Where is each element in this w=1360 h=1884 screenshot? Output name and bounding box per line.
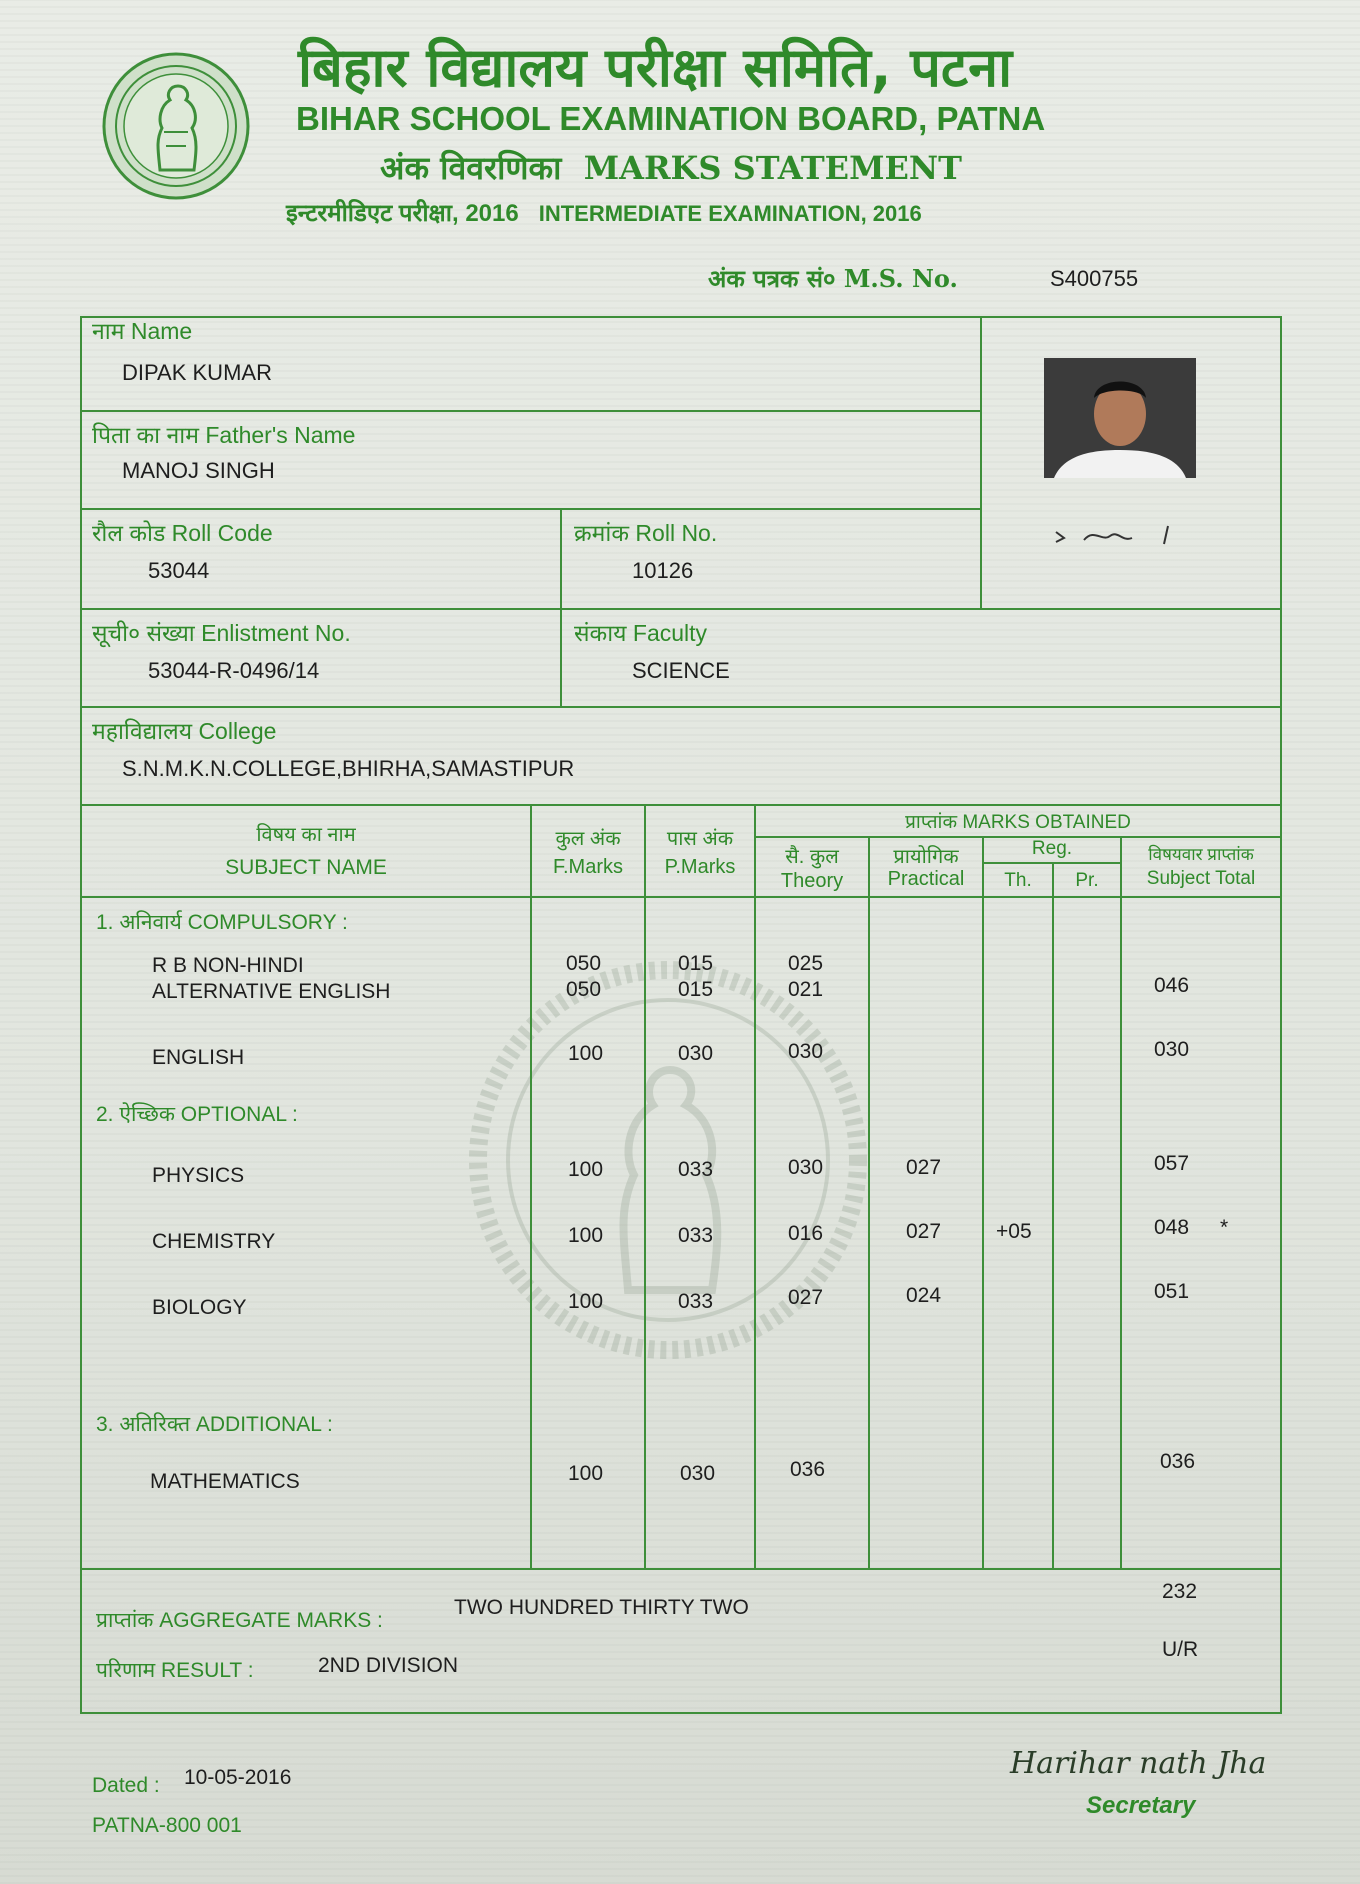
full-marks: 050: [566, 978, 602, 1001]
pass-marks: 033: [678, 1290, 714, 1313]
theory-marks: 021: [788, 978, 824, 1001]
college: S.N.M.K.N.COLLEGE,BHIRHA,SAMASTIPUR: [122, 756, 575, 781]
marks-obtained-header: प्राप्तांक MARKS OBTAINED: [905, 812, 1131, 833]
father-name-label: पिता का नाम Father's Name: [92, 422, 356, 448]
subject-header-hindi: विषय का नाम: [256, 824, 356, 846]
fmarks-header-hindi: कुल अंक: [555, 828, 621, 850]
section-optional: 2. ऐच्छिक OPTIONAL :: [96, 1103, 298, 1126]
board-title-hindi: बिहार विद्यालय परीक्षा समिति, पटना: [298, 36, 1013, 99]
full-marks: 100: [568, 1290, 604, 1313]
subject-name: ENGLISH: [152, 1046, 245, 1069]
subject-name: MATHEMATICS: [150, 1470, 300, 1493]
ms-number: S400755: [1050, 266, 1139, 291]
subject-total: 051: [1154, 1280, 1190, 1303]
ms-number-label: अंक पत्रक सं० M.S. No.: [708, 264, 958, 293]
reg-practical-header: Pr.: [1075, 870, 1099, 891]
theory-marks: 027: [788, 1286, 824, 1309]
subject-total: 036: [1160, 1450, 1196, 1473]
theory-marks: 016: [788, 1222, 824, 1245]
document-title-hindi: अंक विवरणिका: [380, 149, 562, 187]
pass-marks: 033: [678, 1224, 714, 1247]
exam-hindi: इन्टरमीडिएट परीक्षा,: [286, 200, 459, 227]
board-seal-emblem: [100, 50, 252, 202]
board-address: PATNA-800 001: [92, 1814, 242, 1837]
subject-total: 030: [1154, 1038, 1190, 1061]
reg-header: Reg.: [1031, 838, 1073, 859]
subject-name: ALTERNATIVE ENGLISH: [152, 980, 391, 1003]
pass-marks: 030: [678, 1042, 714, 1065]
theory-header-english: Theory: [780, 870, 844, 892]
roll-code: 53044: [148, 558, 210, 583]
faculty-label: संकाय Faculty: [574, 620, 708, 646]
result-label: परिणाम RESULT :: [96, 1659, 254, 1682]
exam-line: [286, 196, 922, 229]
subject-name: CHEMISTRY: [152, 1230, 276, 1253]
secretary-signature: Harihar nath Jha: [1010, 1746, 1267, 1781]
subject-total: 046: [1154, 974, 1190, 997]
dated-value: 10-05-2016: [184, 1766, 292, 1789]
document-title: [380, 146, 962, 189]
theory-marks: 030: [788, 1040, 824, 1063]
subject-total: 048: [1154, 1216, 1190, 1239]
faculty: SCIENCE: [632, 658, 730, 683]
reg-theory-marks: +05: [996, 1220, 1032, 1243]
subject-name: PHYSICS: [152, 1164, 245, 1187]
pass-marks: 015: [678, 978, 714, 1001]
practical-marks: 027: [906, 1220, 942, 1243]
student-signature-icon: [1048, 518, 1198, 548]
subject-total-header-english: Subject Total: [1146, 868, 1256, 889]
section-additional: 3. अतिरिक्त ADDITIONAL :: [96, 1413, 333, 1436]
full-marks: 100: [568, 1462, 604, 1485]
theory-header-hindi: सै. कुल: [785, 846, 839, 868]
aggregate-marks: 232: [1162, 1580, 1198, 1603]
reg-theory-header: Th.: [1004, 870, 1032, 891]
full-marks: 100: [568, 1158, 604, 1181]
student-photo: [1044, 358, 1196, 478]
full-marks: 100: [568, 1224, 604, 1247]
practical-marks: 027: [906, 1156, 942, 1179]
roll-no: 10126: [632, 558, 694, 583]
subject-name: R B NON-HINDI: [152, 954, 304, 977]
secretary-designation: Secretary: [1086, 1792, 1196, 1819]
subject-total-header-hindi: विषयवार प्राप्तांक: [1148, 845, 1254, 864]
college-label: महाविद्यालय College: [92, 718, 277, 744]
subject-total: 057: [1154, 1152, 1190, 1175]
pmarks-header-english: P.Marks: [664, 856, 736, 878]
board-title-english: BIHAR SCHOOL EXAMINATION BOARD, PATNA: [296, 100, 1046, 137]
roll-no-label: क्रमांक Roll No.: [574, 520, 718, 546]
grace-asterisk: *: [1220, 1216, 1229, 1239]
theory-marks: 030: [788, 1156, 824, 1179]
enlistment-label: सूची० संख्या Enlistment No.: [92, 620, 351, 646]
pass-marks: 030: [680, 1462, 716, 1485]
section-compulsory: 1. अनिवार्य COMPULSORY :: [96, 911, 348, 934]
exam-english: INTERMEDIATE EXAMINATION, 2016: [538, 201, 922, 226]
pass-marks: 015: [678, 952, 714, 975]
result-value: 2ND DIVISION: [318, 1654, 459, 1677]
student-name: DIPAK KUMAR: [122, 360, 272, 385]
aggregate-label: प्राप्तांक AGGREGATE MARKS :: [96, 1609, 383, 1632]
enlistment-no: 53044-R-0496/14: [148, 658, 320, 683]
theory-marks: 025: [788, 952, 824, 975]
pass-marks: 033: [678, 1158, 714, 1181]
subject-name: BIOLOGY: [152, 1296, 247, 1319]
student-portrait-icon: [1044, 358, 1196, 478]
subject-header-english: SUBJECT NAME: [225, 856, 387, 879]
fmarks-header-english: F.Marks: [553, 856, 623, 878]
roll-code-label: रौल कोड Roll Code: [92, 520, 273, 546]
full-marks: 100: [568, 1042, 604, 1065]
document-title-english: MARKS STATEMENT: [583, 149, 962, 187]
theory-marks: 036: [790, 1458, 826, 1481]
pmarks-header-hindi: पास अंक: [666, 828, 734, 850]
father-name: MANOJ SINGH: [122, 458, 275, 483]
aggregate-in-words: TWO HUNDRED THIRTY TWO: [454, 1596, 749, 1619]
full-marks: 050: [566, 952, 602, 975]
practical-header-hindi: प्रायोगिक: [893, 846, 959, 868]
exam-year: 2016: [465, 200, 519, 227]
practical-marks: 024: [906, 1284, 942, 1307]
practical-header-english: Practical: [887, 868, 965, 890]
name-label: नाम Name: [92, 318, 193, 344]
result-code: U/R: [1162, 1638, 1199, 1661]
dated-label: Dated :: [92, 1774, 160, 1797]
